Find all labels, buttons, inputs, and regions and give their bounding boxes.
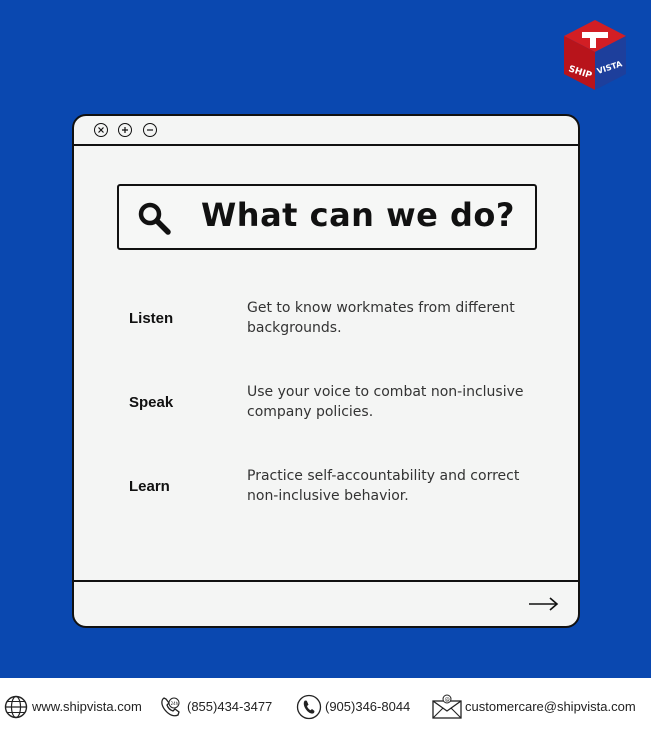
footer-website[interactable]	[3, 678, 142, 735]
search-bar[interactable]	[117, 184, 537, 250]
svg-text:@: @	[444, 696, 450, 703]
website-text: www.shipvista.com	[32, 699, 142, 714]
row-label-learn: Learn	[129, 478, 170, 495]
row-label-speak: Speak	[129, 394, 174, 411]
phone-icon	[296, 694, 322, 720]
phone-24h-icon	[158, 694, 184, 720]
search-icon	[137, 201, 171, 235]
mail-icon	[432, 694, 462, 720]
footer-email[interactable]	[432, 678, 636, 735]
row-label-listen: Listen	[129, 310, 174, 327]
footer-phone-1[interactable]	[158, 678, 272, 735]
svg-text:24h: 24h	[170, 700, 179, 706]
row-desc-learn: Practice self-accountability and correct non-inclusive behavior.	[247, 468, 520, 504]
minus-icon[interactable]	[143, 123, 157, 137]
footer-phone-2[interactable]	[296, 678, 410, 735]
close-icon[interactable]	[94, 123, 108, 137]
email-text: customercare@shipvista.com	[465, 699, 636, 714]
row-desc-listen: Get to know workmates from different backgrounds.	[247, 300, 515, 336]
phone-1-text: (855)434-3477	[187, 699, 273, 714]
logo-text-ship: SHIP	[567, 64, 593, 82]
arrow-right-icon[interactable]	[528, 595, 560, 613]
browser-window	[72, 114, 580, 628]
plus-icon[interactable]	[118, 123, 132, 137]
window-titlebar	[74, 116, 578, 146]
window-bottom-bar	[74, 580, 578, 626]
row-desc-speak: Use your voice to combat non-inclusive company policies.	[247, 384, 524, 420]
phone-2-text: (905)346-8044	[325, 699, 411, 714]
ship-vista-logo	[560, 18, 630, 92]
globe-icon	[3, 694, 29, 720]
search-title: What can we do?	[201, 196, 515, 234]
logo-text-vista: VISTA	[595, 59, 624, 76]
contact-footer	[0, 676, 651, 735]
